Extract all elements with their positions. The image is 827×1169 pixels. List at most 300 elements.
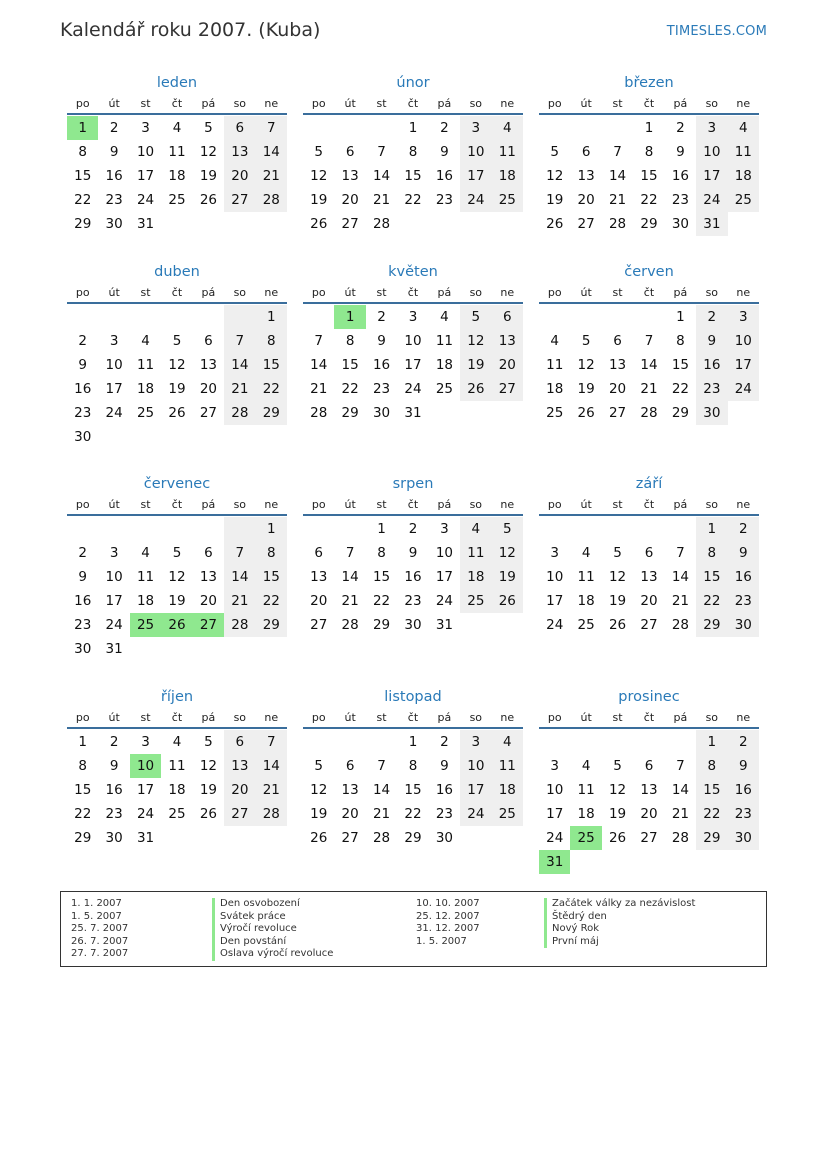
day-cell: 2 <box>440 734 449 750</box>
day-cell: 2 <box>440 120 449 136</box>
weekday-label: po <box>75 711 90 724</box>
weekday-label: so <box>233 498 247 511</box>
day-cell: 2 <box>728 517 759 541</box>
empty-cell <box>539 517 570 541</box>
day-cell: 9 <box>676 144 685 160</box>
weekday-label: út <box>580 711 592 724</box>
empty-cell <box>256 212 287 236</box>
day-cell: 8 <box>408 144 418 160</box>
day-cell: 15 <box>696 778 727 802</box>
legend-date: 27. 7. 2007 <box>71 948 129 960</box>
day-cell: 9 <box>696 329 727 353</box>
empty-cell <box>193 212 224 236</box>
empty-cell <box>397 212 428 236</box>
day-cell: 4 <box>728 116 759 140</box>
empty-cell <box>570 517 601 541</box>
day-cell: 7 <box>256 116 287 140</box>
day-cell: 17 <box>546 593 564 609</box>
day-cell: 28 <box>224 401 255 425</box>
weekday-label: čt <box>643 286 655 299</box>
weekday-header <box>67 495 287 516</box>
day-cell: 14 <box>671 782 690 798</box>
day-cell: 4 <box>141 333 150 349</box>
day-cell: 11 <box>136 357 155 373</box>
weekday-label: st <box>140 711 151 724</box>
day-cell: 18 <box>136 593 155 609</box>
month-name: prosinec <box>618 689 680 705</box>
day-cell: 11 <box>168 758 186 774</box>
empty-cell <box>224 517 255 541</box>
day-cell: 19 <box>199 782 218 798</box>
weekday-label: čt <box>171 711 183 724</box>
day-cell: 12 <box>168 569 186 585</box>
weekday-header <box>67 708 287 729</box>
day-cell: 3 <box>550 758 559 774</box>
day-cell: 19 <box>168 593 186 609</box>
month-block <box>303 261 523 425</box>
weekday-label: út <box>108 711 120 724</box>
day-cell: 27 <box>577 216 595 232</box>
weekday-label: po <box>547 97 562 110</box>
day-cell: 21 <box>256 778 287 802</box>
empty-cell <box>224 826 255 850</box>
empty-cell <box>429 401 460 425</box>
month-name: březen <box>624 75 674 91</box>
legend-dates-left <box>71 898 128 961</box>
day-cell: 16 <box>671 168 690 184</box>
empty-cell <box>460 401 491 425</box>
day-cell: 1 <box>256 305 287 329</box>
weekday-label: st <box>140 97 151 110</box>
empty-cell <box>492 401 523 425</box>
day-cell: 26 <box>577 405 595 421</box>
day-cell: 14 <box>640 357 658 373</box>
day-cell: 17 <box>728 353 759 377</box>
legend-names-right <box>544 898 695 948</box>
day-cell: 10 <box>105 569 123 585</box>
weekday-label: út <box>108 97 120 110</box>
weekday-label: ne <box>736 286 751 299</box>
empty-cell <box>193 517 224 541</box>
weekday-header <box>303 495 523 516</box>
weekday-label: čt <box>643 711 655 724</box>
empty-cell <box>539 730 570 754</box>
day-cell: 26 <box>310 830 328 846</box>
weekday-label: pá <box>201 498 216 511</box>
day-cell: 7 <box>676 545 685 561</box>
day-cell: 29 <box>341 405 359 421</box>
empty-cell <box>130 637 161 661</box>
day-cell: 24 <box>728 377 759 401</box>
weekday-label: st <box>612 286 623 299</box>
month-name: červen <box>624 264 674 280</box>
day-cell: 30 <box>105 216 123 232</box>
day-cell: 30 <box>435 830 454 846</box>
weekday-label: so <box>469 498 483 511</box>
weekday-label: st <box>376 498 387 511</box>
day-grid <box>67 730 287 850</box>
empty-cell <box>130 305 161 329</box>
day-cell: 28 <box>372 216 391 232</box>
day-cell: 8 <box>256 541 287 565</box>
weekday-label: pá <box>437 286 452 299</box>
day-cell: 7 <box>345 545 355 561</box>
day-cell: 31 <box>136 830 155 846</box>
day-cell: 8 <box>644 144 654 160</box>
day-cell: 29 <box>640 216 658 232</box>
weekday-label: po <box>547 711 562 724</box>
day-cell: 24 <box>105 617 123 633</box>
day-cell: 13 <box>640 782 658 798</box>
legend-holiday-name: Oslava výročí revoluce <box>212 948 333 961</box>
month-block <box>67 72 287 236</box>
empty-cell <box>193 637 224 661</box>
weekday-label: ne <box>264 711 279 724</box>
day-cell: 15 <box>671 357 690 373</box>
empty-cell <box>633 517 664 541</box>
day-cell: 8 <box>345 333 355 349</box>
legend-date: 1. 5. 2007 <box>416 935 467 947</box>
day-cell: 17 <box>435 569 454 585</box>
empty-cell <box>665 850 696 874</box>
day-cell: 24 <box>546 617 564 633</box>
legend-holiday-name: Výročí revoluce <box>212 923 333 936</box>
legend-holiday-name: Štědrý den <box>544 911 695 924</box>
day-cell: 1 <box>67 116 98 140</box>
day-cell: 26 <box>199 806 218 822</box>
day-cell: 3 <box>109 333 119 349</box>
day-cell: 22 <box>256 589 287 613</box>
day-cell: 30 <box>671 216 690 232</box>
day-cell: 28 <box>372 830 391 846</box>
empty-cell <box>161 425 192 449</box>
legend-dates-right <box>416 898 480 948</box>
day-cell: 6 <box>613 333 622 349</box>
weekday-label: so <box>233 97 247 110</box>
empty-cell <box>224 425 255 449</box>
weekday-label: so <box>705 498 719 511</box>
weekday-label: po <box>311 711 326 724</box>
weekday-label: po <box>547 498 562 511</box>
day-cell: 20 <box>492 353 523 377</box>
day-cell: 26 <box>161 613 192 637</box>
legend-holiday-name: Nový Rok <box>544 923 695 936</box>
day-cell: 23 <box>728 589 759 613</box>
day-cell: 2 <box>78 545 87 561</box>
month-name: leden <box>156 75 198 91</box>
day-cell: 21 <box>372 806 391 822</box>
empty-cell <box>161 517 192 541</box>
day-cell: 18 <box>136 381 155 397</box>
day-cell: 15 <box>640 168 658 184</box>
day-cell: 5 <box>492 517 523 541</box>
day-cell: 25 <box>728 188 759 212</box>
legend-date: 1. 1. 2007 <box>71 898 122 909</box>
day-cell: 11 <box>492 140 523 164</box>
day-cell: 22 <box>341 381 359 397</box>
day-cell: 16 <box>404 569 422 585</box>
day-cell: 27 <box>640 617 658 633</box>
empty-cell <box>570 116 601 140</box>
day-cell: 24 <box>136 192 155 208</box>
day-cell: 16 <box>105 168 123 184</box>
day-cell: 28 <box>224 613 255 637</box>
day-cell: 10 <box>105 357 123 373</box>
empty-cell <box>492 212 523 236</box>
day-cell: 12 <box>492 541 523 565</box>
day-cell: 13 <box>224 140 255 164</box>
day-cell: 6 <box>204 333 213 349</box>
day-cell: 24 <box>105 405 123 421</box>
brand-link[interactable]: TIMESLES.COM <box>666 24 767 39</box>
day-cell: 18 <box>492 164 523 188</box>
day-cell: 22 <box>404 806 422 822</box>
month-block <box>539 261 759 425</box>
day-cell: 9 <box>109 758 119 774</box>
day-cell: 1 <box>78 734 87 750</box>
weekday-label: pá <box>437 97 452 110</box>
month-name: srpen <box>392 476 434 492</box>
day-cell: 6 <box>345 758 355 774</box>
day-cell: 11 <box>168 144 186 160</box>
day-cell: 19 <box>577 381 595 397</box>
day-cell: 22 <box>74 192 92 208</box>
day-cell: 27 <box>193 613 224 637</box>
weekday-label: po <box>311 286 326 299</box>
weekday-label: ne <box>264 97 279 110</box>
day-cell: 11 <box>577 782 595 798</box>
month-name: říjen <box>160 689 194 705</box>
day-cell: 20 <box>608 381 627 397</box>
day-cell: 23 <box>105 806 123 822</box>
day-cell: 6 <box>644 758 654 774</box>
day-cell: 25 <box>130 613 161 637</box>
day-cell: 20 <box>224 778 255 802</box>
day-cell: 30 <box>372 405 391 421</box>
day-cell: 10 <box>460 754 491 778</box>
day-cell: 6 <box>644 545 654 561</box>
day-cell: 3 <box>696 116 727 140</box>
day-cell: 31 <box>435 617 454 633</box>
day-cell: 4 <box>172 120 182 136</box>
legend-date: 25. 7. 2007 <box>71 923 129 935</box>
weekday-label: ne <box>264 498 279 511</box>
day-cell: 7 <box>224 329 255 353</box>
empty-cell <box>193 826 224 850</box>
day-cell: 20 <box>224 164 255 188</box>
day-cell: 12 <box>310 782 328 798</box>
day-cell: 28 <box>341 617 359 633</box>
day-cell: 26 <box>310 216 328 232</box>
day-cell: 16 <box>728 565 759 589</box>
day-cell: 20 <box>199 381 218 397</box>
day-grid <box>303 517 523 637</box>
month-block <box>303 686 523 850</box>
day-cell: 29 <box>256 401 287 425</box>
day-cell: 9 <box>728 754 759 778</box>
day-cell: 20 <box>640 806 658 822</box>
day-cell: 15 <box>696 565 727 589</box>
day-cell: 24 <box>404 381 422 397</box>
weekday-label: so <box>233 286 247 299</box>
day-cell: 2 <box>728 730 759 754</box>
day-grid <box>303 305 523 425</box>
day-cell: 30 <box>728 826 759 850</box>
day-cell: 19 <box>608 593 627 609</box>
day-cell: 22 <box>256 377 287 401</box>
day-cell: 15 <box>404 782 422 798</box>
day-cell: 4 <box>550 333 559 349</box>
day-cell: 25 <box>168 806 186 822</box>
day-cell: 2 <box>377 309 386 325</box>
weekday-label: ne <box>500 498 515 511</box>
day-cell: 12 <box>310 168 328 184</box>
empty-cell <box>193 425 224 449</box>
day-cell: 13 <box>608 357 627 373</box>
day-cell: 26 <box>608 830 627 846</box>
day-cell: 22 <box>372 593 391 609</box>
day-cell: 2 <box>676 120 685 136</box>
day-cell: 23 <box>372 381 391 397</box>
day-cell: 14 <box>256 140 287 164</box>
day-cell: 26 <box>168 405 186 421</box>
empty-cell <box>460 212 491 236</box>
weekday-label: pá <box>201 286 216 299</box>
day-cell: 27 <box>341 216 359 232</box>
weekday-label: čt <box>407 711 419 724</box>
day-cell: 20 <box>341 806 359 822</box>
empty-cell <box>303 305 334 329</box>
day-cell: 4 <box>581 758 591 774</box>
day-cell: 1 <box>408 734 418 750</box>
day-cell: 25 <box>577 617 595 633</box>
day-cell: 2 <box>78 333 87 349</box>
day-cell: 30 <box>404 617 422 633</box>
legend-holiday-name: Den povstání <box>212 936 333 949</box>
day-cell: 28 <box>671 830 690 846</box>
day-cell: 28 <box>608 216 627 232</box>
empty-cell <box>602 305 633 329</box>
weekday-label: so <box>233 711 247 724</box>
day-cell: 13 <box>310 569 328 585</box>
weekday-label: ne <box>736 711 751 724</box>
day-cell: 27 <box>224 802 255 826</box>
weekday-header <box>303 283 523 304</box>
weekday-label: út <box>344 286 356 299</box>
day-cell: 17 <box>696 164 727 188</box>
day-grid <box>303 116 523 236</box>
empty-cell <box>728 850 759 874</box>
empty-cell <box>303 116 334 140</box>
day-cell: 9 <box>408 545 418 561</box>
day-cell: 20 <box>310 593 328 609</box>
day-cell: 11 <box>492 754 523 778</box>
empty-cell <box>366 116 397 140</box>
day-cell: 23 <box>435 192 454 208</box>
day-cell: 5 <box>460 305 491 329</box>
weekday-label: čt <box>407 286 419 299</box>
day-cell: 15 <box>256 565 287 589</box>
empty-cell <box>256 826 287 850</box>
day-cell: 21 <box>341 593 359 609</box>
day-cell: 26 <box>492 589 523 613</box>
day-cell: 21 <box>224 377 255 401</box>
weekday-header <box>67 94 287 115</box>
day-cell: 10 <box>460 140 491 164</box>
day-cell: 21 <box>640 381 658 397</box>
day-cell: 14 <box>310 357 328 373</box>
day-grid <box>539 305 759 425</box>
day-cell: 1 <box>676 309 685 325</box>
day-cell: 13 <box>341 782 359 798</box>
day-cell: 6 <box>224 730 255 754</box>
day-cell: 24 <box>136 806 155 822</box>
empty-cell <box>696 850 727 874</box>
day-cell: 7 <box>256 730 287 754</box>
weekday-label: pá <box>437 498 452 511</box>
day-cell: 7 <box>377 144 386 160</box>
day-cell: 29 <box>696 826 727 850</box>
day-grid <box>539 517 759 637</box>
day-cell: 5 <box>172 333 182 349</box>
day-cell: 16 <box>696 353 727 377</box>
day-cell: 1 <box>696 730 727 754</box>
weekday-label: čt <box>171 498 183 511</box>
day-cell: 24 <box>460 188 491 212</box>
day-cell: 31 <box>539 850 570 874</box>
day-cell: 12 <box>608 782 627 798</box>
day-cell: 18 <box>577 806 595 822</box>
day-cell: 4 <box>492 116 523 140</box>
day-cell: 14 <box>671 569 690 585</box>
weekday-label: st <box>612 711 623 724</box>
day-cell: 22 <box>671 381 690 397</box>
day-cell: 9 <box>728 541 759 565</box>
page-title: Kalendář roku 2007. (Kuba) <box>60 19 321 41</box>
day-cell: 18 <box>492 778 523 802</box>
day-cell: 12 <box>199 758 218 774</box>
empty-cell <box>570 305 601 329</box>
day-cell: 22 <box>696 589 727 613</box>
empty-cell <box>539 305 570 329</box>
weekday-label: čt <box>643 498 655 511</box>
empty-cell <box>161 212 192 236</box>
day-cell: 12 <box>577 357 595 373</box>
day-cell: 3 <box>141 120 150 136</box>
day-cell: 11 <box>728 140 759 164</box>
empty-cell <box>224 305 255 329</box>
day-grid <box>67 517 287 661</box>
day-cell: 21 <box>671 593 690 609</box>
day-cell: 3 <box>550 545 559 561</box>
weekday-label: so <box>705 286 719 299</box>
day-cell: 6 <box>204 545 213 561</box>
weekday-label: út <box>580 498 592 511</box>
empty-cell <box>492 613 523 637</box>
weekday-label: ne <box>500 711 515 724</box>
day-cell: 13 <box>492 329 523 353</box>
empty-cell <box>303 517 334 541</box>
empty-cell <box>334 517 365 541</box>
weekday-label: st <box>140 498 151 511</box>
weekday-label: pá <box>673 498 688 511</box>
day-cell: 20 <box>640 593 658 609</box>
day-cell: 15 <box>404 168 422 184</box>
day-cell: 9 <box>78 357 87 373</box>
empty-cell <box>303 730 334 754</box>
weekday-header <box>303 708 523 729</box>
legend-date: 25. 12. 2007 <box>416 910 480 922</box>
